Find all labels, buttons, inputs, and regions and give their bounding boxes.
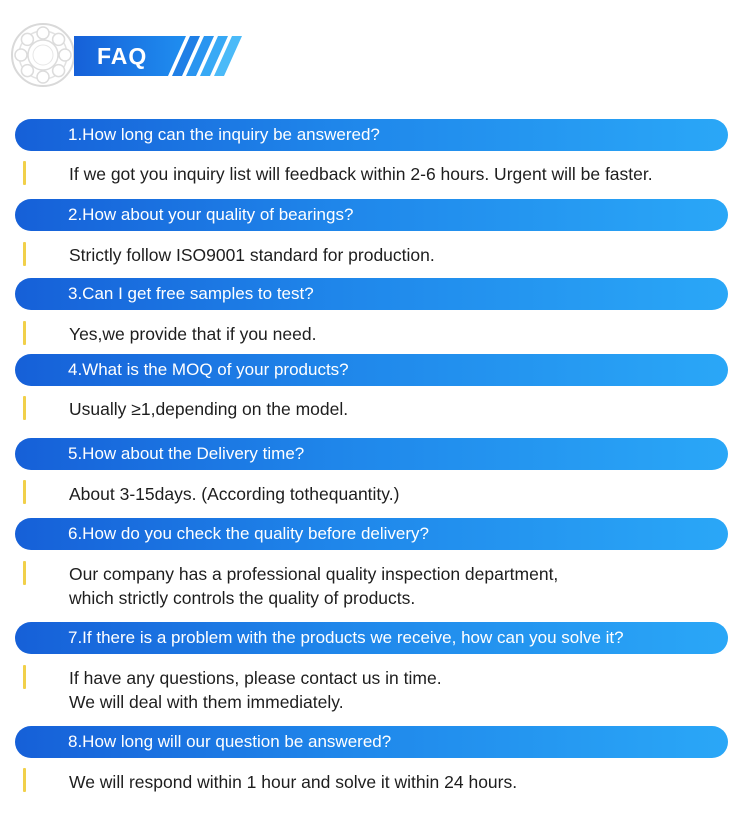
answer-text: If have any questions, please contact us in time. [69,668,442,688]
faq-question-7[interactable] [15,622,728,654]
answer-marker [23,161,26,185]
question-text: 5.How about the Delivery time? [68,444,305,463]
faq-question-4[interactable] [15,354,728,386]
answer-text: If we got you inquiry list will feedback within 2-6 hours. Urgent will be faster. [69,164,653,184]
question-text: 8.How long will our question be answered? [68,732,392,751]
question-text: 3.Can I get free samples to test? [68,284,314,303]
answer-text: Yes,we provide that if you need. [69,324,317,344]
faq-answer-4 [69,397,348,421]
faq-answer-7 [69,666,442,714]
faq-answer-6 [69,562,558,610]
faq-question-2[interactable] [15,199,728,231]
answer-marker [23,480,26,504]
answer-text: which strictly controls the quality of products. [69,588,416,608]
faq-answer-3 [69,322,316,346]
faq-question-5[interactable] [15,438,728,470]
faq-answer-1 [69,162,653,186]
answer-marker [23,242,26,266]
faq-answer-2 [69,243,435,267]
faq-question-6[interactable] [15,518,728,550]
answer-text: We will respond within 1 hour and solve it within 24 hours. [69,772,518,792]
answer-text: Usually ≥1,depending on the model. [69,399,349,419]
faq-answer-5 [69,482,399,506]
question-text: 2.How about your quality of bearings? [68,205,354,224]
faq-question-1[interactable] [15,119,728,151]
answer-marker [23,768,26,792]
question-text: 4.What is the MOQ of your products? [68,360,349,379]
bearing-icon [10,22,76,88]
faq-title: FAQ [97,43,148,69]
answer-marker [23,321,26,345]
question-text: 7.If there is a problem with the products we receive, how can you solve it? [68,628,624,647]
answer-text: Strictly follow ISO9001 standard for production. [69,245,435,265]
faq-answer-8 [69,770,517,794]
answer-marker [23,561,26,585]
question-text: 6.How do you check the quality before delivery? [68,524,429,543]
question-text: 1.How long can the inquiry be answered? [68,125,380,144]
answer-text: We will deal with them immediately. [69,692,344,712]
answer-marker [23,396,26,420]
answer-marker [23,665,26,689]
faq-question-3[interactable] [15,278,728,310]
answer-text: Our company has a professional quality inspection department, [69,564,559,584]
faq-header [0,0,750,100]
faq-question-8[interactable] [15,726,728,758]
answer-text: About 3-15days. (According tothequantity.) [69,484,400,504]
